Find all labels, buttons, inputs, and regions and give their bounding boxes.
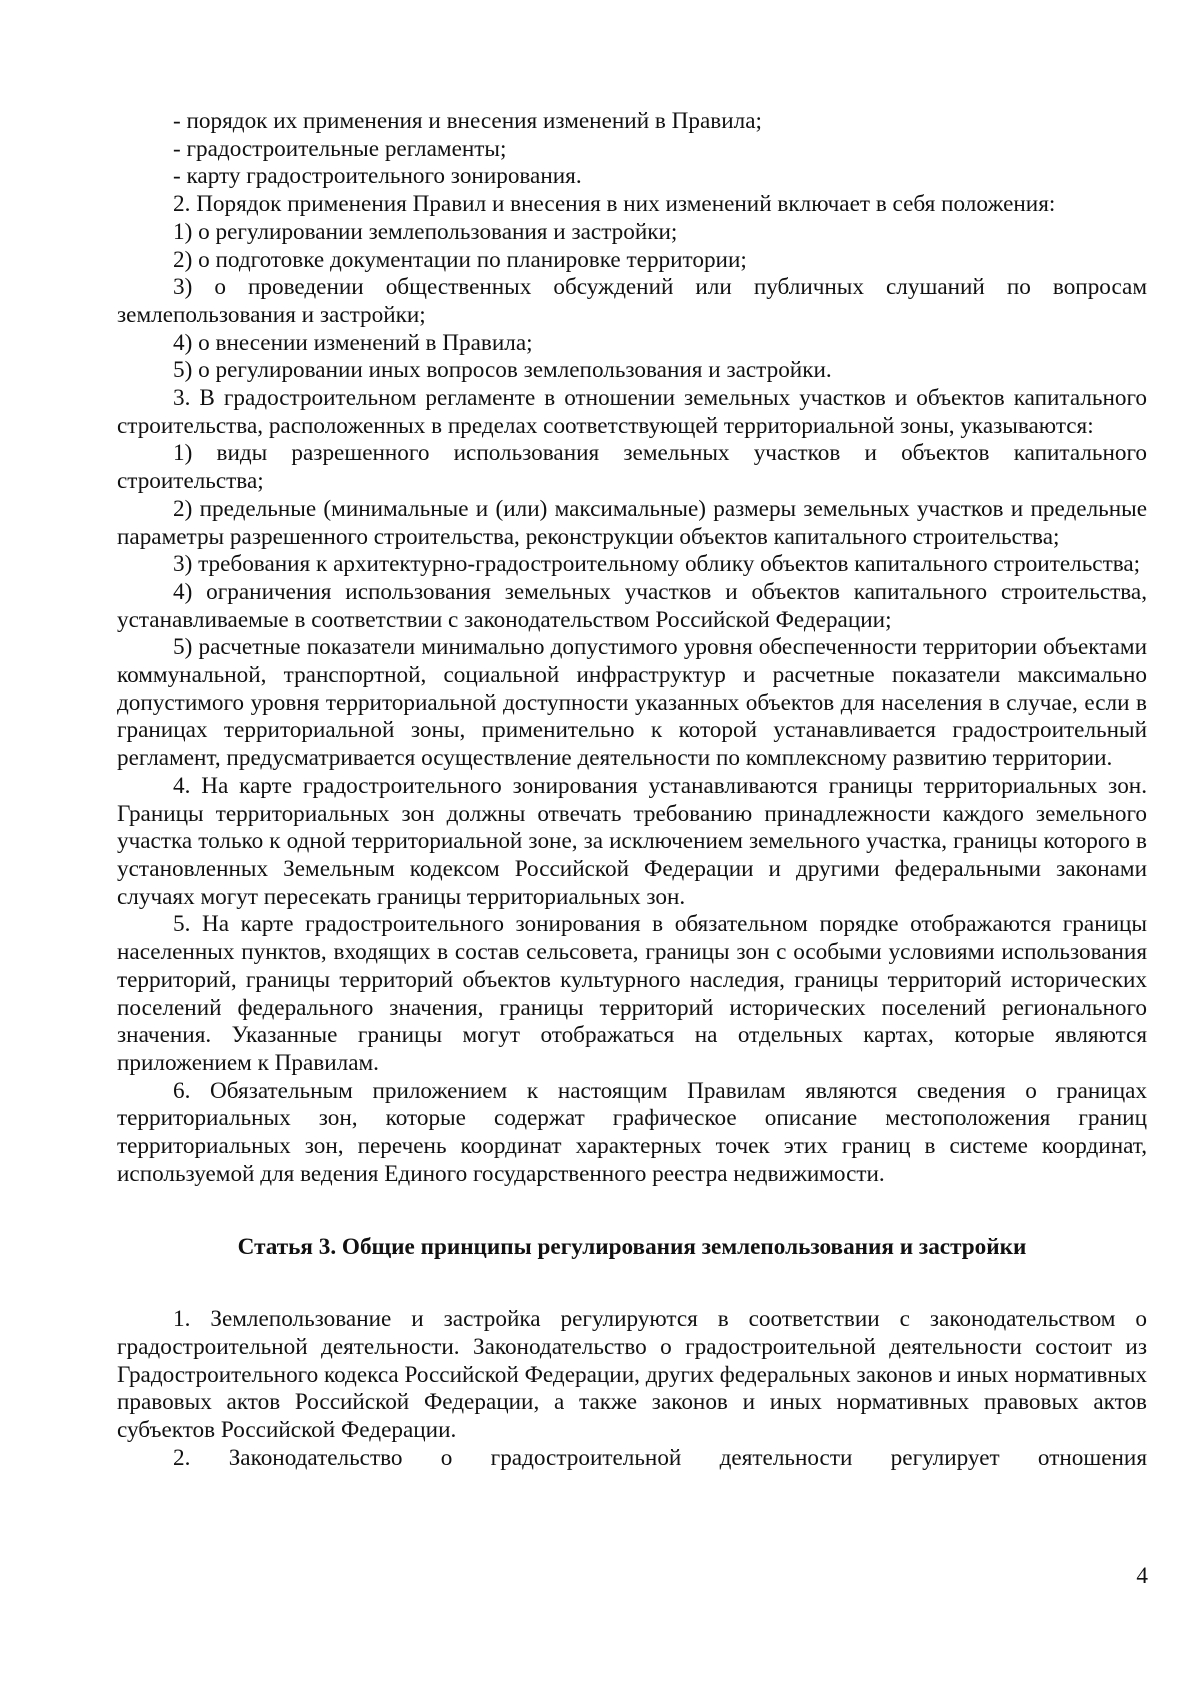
paragraph: - порядок их применения и внесения изменений в Правила; xyxy=(173,108,762,134)
paragraph: 4. На карте градостроительного зонирования устанавливаются границы территориальных зон. Границы территориальных зон должны отвечать требованию принадлежности каждого земельного участка только к одной территориальной зоне, за исключением земельного участка, границы которого в установленных Земельным кодексом Российской Федерации и другими федеральными законами случаях могут пересекать границы территориальных зон. xyxy=(117,772,1147,910)
paragraph: 4) ограничения использования земельных участков и объектов капитального строительства, устанавливаемые в соответствии с законодательством Российской Федерации; xyxy=(117,578,1147,633)
paragraph: 1) виды разрешенного использования земельных участков и объектов капитального строительства; xyxy=(117,440,1147,495)
paragraph: 3. В градостроительном регламенте в отношении земельных участков и объектов капитального строительства, расположенных в пределах соответствующей территориальной зоны, указываются: xyxy=(117,385,1147,439)
paragraph: 3) требования к архитектурно-градостроительному облику объектов капитального строительства; xyxy=(173,551,1141,578)
paragraph: 4) о внесении изменений в Правила; xyxy=(173,329,533,356)
paragraphs-top xyxy=(117,108,1147,1188)
document-page xyxy=(117,108,1147,1472)
paragraph: 2. Законодательство о градостроительной деятельности регулирует отношения xyxy=(173,1444,1147,1471)
paragraph: 5. На карте градостроительного зонирования в обязательном порядке отображаются границы населенных пунктов, входящих в состав сельсовета, границы зон с особыми условиями использования территорий, границы территорий объектов культурного наследия, границы территорий исторических поселений федерального значения, границы территорий исторических поселений регионального значения. Указанные границы могут отображаться на отдельных картах, которые являются приложением к Правилам. xyxy=(117,911,1147,1076)
paragraphs-bottom xyxy=(117,1306,1147,1472)
article-heading: Статья 3. Общие принципы регулирования землепользования и застройки xyxy=(237,1234,1027,1261)
paragraph: 5) расчетные показатели минимально допустимого уровня обеспеченности территории объектами коммунальной, транспортной, социальной инфраструктур и расчетные показатели максимально допустимого уровня территориальной доступности указанных объектов для населения в случае, если в границах территориальной зоны, применительно к которой устанавливается градостроительный регламент, предусматривается осуществление деятельности по комплексному развитию территории. xyxy=(117,634,1147,772)
paragraph: 1. Землепользование и застройка регулируются в соответствии с законодательством о градостроительной деятельности. Законодательство о градостроительной деятельности состоит из Градостроительного кодекса Российской Федерации, других федеральных законов и иных нормативных правовых актов Российской Федерации, а также законов и иных нормативных правовых актов субъектов Российской Федерации. xyxy=(117,1306,1147,1443)
paragraph: 2) предельные (минимальные и (или) максимальные) размеры земельных участков и предельные параметры разрешенного строительства, реконструкции объектов капитального строительства; xyxy=(117,495,1147,550)
paragraph: 6. Обязательным приложением к настоящим Правилам являются сведения о границах территориальных зон, которые содержат графическое описание местоположения границ территориальных зон, перечень координат характерных точек этих границ в системе координат, используемой для ведения Единого государственного реестра недвижимости. xyxy=(117,1077,1147,1187)
paragraph: 2. Порядок применения Правил и внесения в них изменений включает в себя положения: xyxy=(173,191,1056,218)
paragraph: 1) о регулировании землепользования и застройки; xyxy=(173,218,678,245)
page-number: 4 xyxy=(1136,1563,1148,1589)
paragraph: - градостроительные регламенты; xyxy=(173,135,507,162)
paragraph: 5) о регулировании иных вопросов землепользования и застройки. xyxy=(173,357,832,384)
paragraph: 3) о проведении общественных обсуждений или публичных слушаний по вопросам землепользования и застройки; xyxy=(117,274,1147,328)
paragraph: 2) о подготовке документации по планировке территории; xyxy=(173,246,747,273)
paragraph: - карту градостроительного зонирования. xyxy=(173,163,582,190)
